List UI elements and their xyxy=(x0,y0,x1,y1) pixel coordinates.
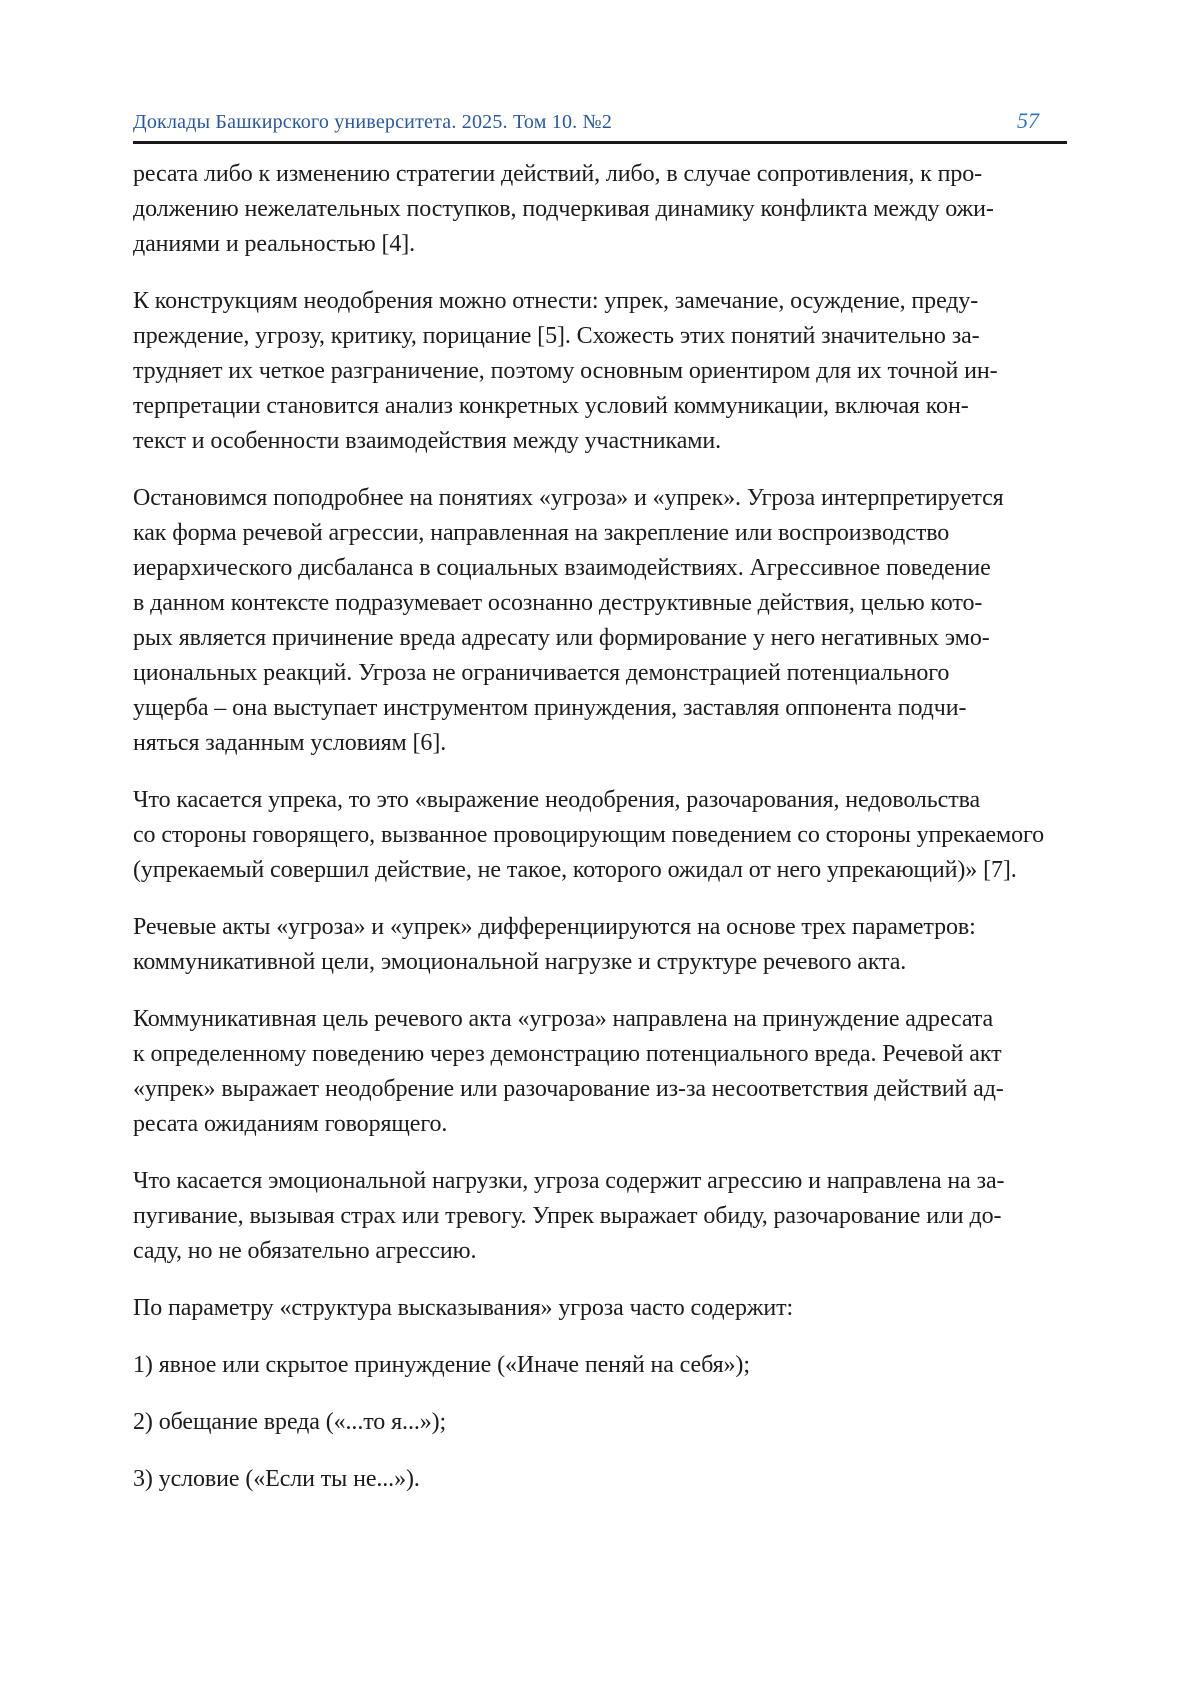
body-paragraph: ресата либо к изменению стратегии действий, либо, в случае сопротивления, к про- должению нежелательных поступков, подчеркивая динамику конфликта между ожи- даниями и реальностью [4]. xyxy=(133,161,994,257)
article-body xyxy=(133,157,1077,1519)
body-paragraph: По параметру «структура высказывания» угроза часто содержит: xyxy=(133,1295,794,1321)
body-paragraph: Что касается упрека, то это «выражение неодобрения, разочарования, недовольства со стороны говорящего, вызванное провоцирующим поведением со стороны упрекаемого (упрекаемый совершил действие, не такое, которого ожидал от него упрекающий)» [7]. xyxy=(133,787,1045,883)
body-paragraph: Остановимся поподробнее на понятиях «угроза» и «упрек». Угроза интерпретируется как форма речевой агрессии, направленная на закрепление или воспроизводство иерархического дисбаланса в социальных взаимодействиях. Агрессивное поведение в данном контексте подразумевает осознанно деструктивные действия, целью кото- рых является причинение вреда адресату или формирование у него негативных эмо- циональных реакций. Угроза не ограничивается демонстрацией потенциального ущерба – она выступает инструментом принуждения, заставляя оппонента подчи- няться заданным условиям [6]. xyxy=(133,485,1004,756)
header-rule xyxy=(133,141,1067,144)
journal-title: Доклады Башкирского университета. 2025. Том 10. №2 xyxy=(133,111,613,133)
body-paragraph: К конструкциям неодобрения можно отнести: упрек, замечание, осуждение, преду- преждение, угрозу, критику, порицание [5]. Схожесть этих понятий значительно за- трудняет их четкое разграничение, поэтому основным ориентиром для их точной ин- терпретации становится анализ конкретных условий коммуникации, включая кон- текст и особенности взаимодействия между участниками. xyxy=(133,288,998,454)
page-header xyxy=(133,108,1067,135)
body-paragraph: Речевые акты «угроза» и «упрек» дифференциируются на основе трех параметров: коммуникативной цели, эмоциональной нагрузке и структуре речевого акта. xyxy=(133,914,976,975)
body-paragraph: Что касается эмоциональной нагрузки, угроза содержит агрессию и направлена на за- пугивание, вызывая страх или тревогу. Упрек выражает обиду, разочарование или до- саду, но не обязательно агрессию. xyxy=(133,1168,1005,1264)
page-number: 57 xyxy=(1017,108,1039,133)
numbered-list-item: 2) обещание вреда («...то я...»); xyxy=(133,1409,447,1435)
numbered-list-item: 1) явное или скрытое принуждение («Иначе пеняй на себя»); xyxy=(133,1352,750,1378)
body-paragraph: Коммуникативная цель речевого акта «угроза» направлена на принуждение адресата к определенному поведению через демонстрацию потенциального вреда. Речевой акт «упрек» выражает неодобрение или разочарование из-за несоответствия действий ад- ресата ожиданиям говорящего. xyxy=(133,1006,1004,1137)
numbered-list-item: 3) условие («Если ты не...»). xyxy=(133,1466,420,1492)
